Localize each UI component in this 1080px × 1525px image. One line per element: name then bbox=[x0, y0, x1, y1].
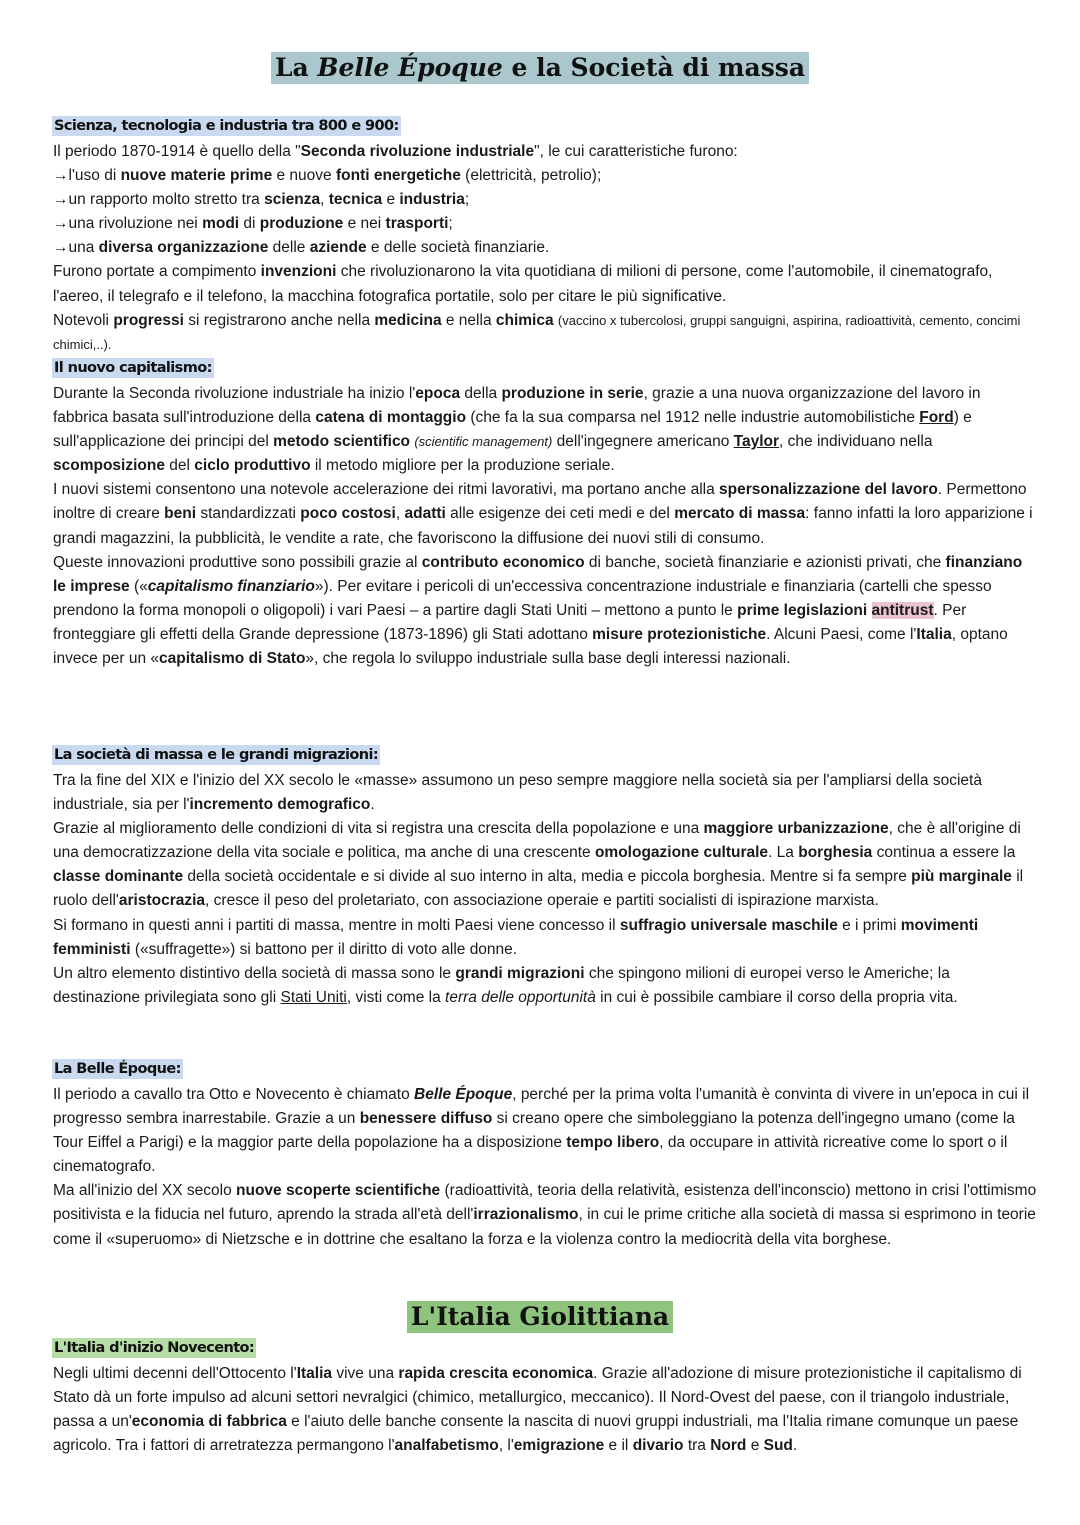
paragraph bbox=[53, 309, 1038, 357]
section-heading-capitalismo: Il nuovo capitalismo: bbox=[54, 360, 212, 376]
text-run: e nei bbox=[343, 215, 386, 233]
text-run: . La bbox=[768, 844, 799, 862]
bullet-item bbox=[53, 236, 1038, 260]
text-run: (scientific management) bbox=[414, 434, 553, 450]
bold-text: borghesia bbox=[798, 844, 873, 862]
bold-text: diversa organizzazione bbox=[98, 239, 269, 257]
text-run: Notevoli bbox=[53, 311, 114, 329]
text-run: standardizzati bbox=[196, 505, 301, 523]
text-run: si creano opere che simboleggiano la potenza dell'ingegno umano (come la Tour Eiffel a Parigi) e la maggior parte della popolazione ha a disposizione bbox=[53, 1110, 1015, 1152]
bold-text: industria bbox=[399, 191, 465, 209]
bold-text: nuove materie prime bbox=[120, 167, 273, 185]
paragraph bbox=[53, 260, 1038, 308]
bold-text: benessere diffuso bbox=[359, 1110, 493, 1128]
text-run: («suffragette») si battono per il diritto di voto alle donne. bbox=[130, 940, 518, 958]
text-run: , che individuano nella bbox=[779, 433, 933, 451]
text-run: Ma all'inizio del XX secolo bbox=[53, 1182, 237, 1200]
text-run: il metodo migliore per la produzione seriale. bbox=[310, 457, 615, 475]
bold-text: capitalismo di Stato bbox=[159, 650, 306, 668]
paragraph bbox=[53, 769, 1038, 817]
text-run: , bbox=[395, 505, 405, 523]
text-run: tra bbox=[683, 1437, 711, 1455]
bold-text: più marginale bbox=[911, 868, 1012, 886]
text-run: →un rapporto molto stretto tra bbox=[53, 191, 265, 209]
bold-text: tempo libero bbox=[566, 1134, 660, 1152]
text-run: Queste innovazioni produttive sono possibili grazie al bbox=[53, 553, 422, 571]
bullet-item bbox=[53, 188, 1038, 212]
text-run: il ruolo dell' bbox=[53, 868, 1024, 910]
bold-text: Seconda rivoluzione industriale bbox=[300, 143, 535, 160]
bold-text: movimenti femministi bbox=[53, 916, 979, 958]
bold-text: omologazione culturale bbox=[594, 844, 769, 862]
text-run: . bbox=[792, 1437, 798, 1455]
text-run: ; bbox=[448, 215, 453, 233]
text-run: di bbox=[239, 215, 260, 233]
text-run: alle esigenze dei ceti medi e del bbox=[445, 505, 675, 523]
paragraph bbox=[53, 140, 1038, 164]
text-run: , visti come la bbox=[346, 988, 446, 1006]
text-run: della bbox=[460, 385, 502, 402]
text-run: , optano invece per un « bbox=[53, 625, 1008, 668]
bold-text: divario bbox=[632, 1437, 684, 1455]
bold-text: prime legislazioni bbox=[737, 601, 868, 619]
text-run: . Alcuni Paesi, come l' bbox=[766, 625, 917, 643]
bold-text: medicina bbox=[374, 311, 442, 329]
paragraph bbox=[53, 1083, 1038, 1179]
text-run: Stati Uniti bbox=[280, 988, 347, 1006]
section-heading-italia: L'Italia d'inizio Novecento: bbox=[54, 1340, 255, 1356]
section-body-societa-di-massa bbox=[53, 769, 1038, 1010]
bold-text: rapida crescita economica bbox=[398, 1365, 594, 1382]
text-run: terra delle opportunità bbox=[445, 988, 596, 1006]
text-run: »). Per evitare i pericoli di un'eccessiva concentrazione industriale e finanziaria (cartelli che spesso prendono la forma monopoli o oligopoli) i vari Paesi – a partire dagli Stati Uniti – mettono a punto le bbox=[53, 577, 992, 619]
text-run: che rivoluzionarono la vita quotidiana di milioni di persone, come l'automobile, il cinematografo, l'aereo, il telegrafo e il telefono, la macchina fotografica portatile, solo per citare le più significative. bbox=[53, 263, 993, 305]
text-run: e l'aiuto delle banche consente la nascita di nuovi gruppi industriali, ma l'Italia rimane comunque un paese agricolo. Tra i fattori di arretratezza permangono l' bbox=[53, 1413, 1019, 1455]
bold-text: Sud bbox=[763, 1437, 793, 1455]
text-run: (« bbox=[129, 577, 148, 595]
text-run: delle bbox=[268, 239, 310, 257]
text-run: e bbox=[382, 191, 400, 209]
bold-text: invenzioni bbox=[260, 263, 337, 281]
text-run: . bbox=[370, 796, 375, 814]
text-run: ) e sull'applicazione dei principi del bbox=[53, 409, 972, 451]
text-run: , bbox=[320, 191, 329, 209]
bullet-item bbox=[53, 164, 1038, 188]
text-run: in cui è possibile cambiare il corso della propria vita. bbox=[595, 988, 958, 1006]
text-run: (vaccino x tubercolosi, gruppi sanguigni, aspirina, radioattività, cemento, concimi chimici,..). bbox=[53, 312, 1021, 352]
bold-text: tecnica bbox=[328, 191, 383, 209]
text-run: e delle società finanziarie. bbox=[366, 239, 550, 257]
text-run: e i primi bbox=[837, 916, 901, 934]
bold-text: aristocrazia bbox=[118, 892, 206, 910]
section-body-scienza bbox=[53, 140, 1038, 357]
text-run: (radioattività, teoria della relatività, esistenza dell'inconscio) mettono in crisi l'ottimismo positivista e la fiducia nel futuro, aprendo la strada all'età dell' bbox=[53, 1182, 1037, 1224]
bullet-item bbox=[53, 212, 1038, 236]
bold-text: finanziano le imprese bbox=[53, 553, 1023, 595]
paragraph bbox=[53, 478, 1038, 550]
text-run: e il bbox=[604, 1437, 633, 1455]
bold-text: Belle Époque bbox=[414, 1086, 513, 1103]
text-run: Furono portate a compimento bbox=[53, 263, 261, 281]
text-run bbox=[867, 602, 871, 619]
paragraph bbox=[53, 817, 1038, 913]
text-run: . Per fronteggiare gli effetti della Grande depressione (1873-1896) gli Stati adottano bbox=[53, 601, 967, 643]
text-run: , perché per la prima volta l'umanità è convinta di vivere in un'epoca in cui il progresso sembra inarrestabile. Grazie a un bbox=[53, 1086, 1030, 1128]
bold-text: Italia bbox=[296, 1365, 333, 1382]
text-run: I nuovi sistemi consentono una notevole accelerazione dei ritmi lavorativi, ma portano anche alla bbox=[53, 481, 720, 499]
section-heading-belle-epoque: La Belle Époque: bbox=[54, 1061, 181, 1077]
text-run: , grazie a una nuova organizzazione del lavoro in fabbrica basata sull'introduzione della bbox=[53, 385, 981, 427]
text-run: Negli ultimi decenni dell'Ottocento l' bbox=[53, 1365, 297, 1382]
bold-text: mercato di massa bbox=[674, 505, 806, 523]
text-run: : fanno infatti la loro apparizione i grandi magazzini, la pubblicità, le vendite a rate, che favoriscono la diffusione dei nuovi stili di consumo. bbox=[53, 505, 1033, 547]
main-title-row bbox=[0, 52, 1080, 84]
paragraph bbox=[53, 1362, 1038, 1458]
text-run: (elettricità, petrolio); bbox=[460, 167, 602, 185]
paragraph bbox=[53, 1179, 1038, 1251]
text-run: si registrarono anche nella bbox=[183, 311, 375, 329]
bold-text: scomposizione bbox=[53, 457, 165, 475]
bold-text: economia di fabbrica bbox=[131, 1413, 287, 1431]
bold-text: beni bbox=[164, 505, 197, 523]
text-run: di banche, società finanziarie e azionisti privati, che bbox=[584, 553, 946, 571]
bold-text: poco costosi bbox=[300, 505, 396, 523]
bold-text: Ford bbox=[919, 409, 954, 427]
bold-text: trasporti bbox=[385, 215, 449, 233]
text-run: →una bbox=[53, 239, 99, 257]
bold-text: chimica bbox=[495, 311, 554, 329]
bold-text: progressi bbox=[113, 311, 184, 329]
bold-text: irrazionalismo bbox=[473, 1206, 579, 1224]
text-run: e nuove bbox=[272, 167, 336, 185]
text-run: Grazie al miglioramento delle condizioni di vita si registra una crescita della popolazione e una bbox=[53, 820, 704, 838]
text-run: », che regola lo sviluppo industriale sulla base degli interessi nazionali. bbox=[305, 650, 791, 668]
bold-text: produzione in serie bbox=[501, 385, 644, 402]
text-run: Il periodo 1870-1914 è quello della " bbox=[53, 143, 301, 160]
text-run: dell'ingegnere americano bbox=[552, 433, 734, 451]
text-run: . Grazie all'adozione di misure protezionistiche il capitalismo di Stato dà un forte impulso ad alcuni settori nevralgici (chimico, metallurgico, meccanico). Il Nord-Ovest del paese, con il triangolo industriale, passa a un' bbox=[53, 1365, 1022, 1431]
bold-text: produzione bbox=[259, 215, 344, 233]
text-run: →l'uso di bbox=[53, 167, 121, 185]
bold-text: capitalismo finanziario bbox=[147, 577, 315, 595]
bold-text: aziende bbox=[309, 239, 367, 257]
text-run: che spingono milioni di europei verso le Americhe; la destinazione privilegiata sono gli bbox=[53, 964, 950, 1006]
bold-text: fonti energetiche bbox=[335, 167, 461, 185]
second-title: L'Italia Giolittiana bbox=[407, 1301, 673, 1333]
bold-text: modi bbox=[202, 215, 240, 233]
bold-text: emigrazione bbox=[513, 1437, 605, 1455]
bold-text: misure protezionistiche bbox=[592, 625, 767, 643]
bold-text: contributo economico bbox=[421, 553, 585, 571]
bold-text: incremento demografico bbox=[189, 796, 371, 814]
text-run: , cresce il peso del proletariato, con associazione operaie e partiti socialisti di ispirazione marxista. bbox=[205, 892, 879, 910]
paragraph bbox=[53, 914, 1038, 962]
text-run: , che è all'origine di una democratizzazione della vita sociale e politica, ma anche di una crescente bbox=[53, 820, 1021, 862]
bold-text: adatti bbox=[404, 505, 446, 523]
text-run: . Permettono inoltre di creare bbox=[53, 481, 1027, 523]
bold-text: grandi migrazioni bbox=[455, 964, 585, 982]
text-run: continua a essere la bbox=[872, 844, 1016, 862]
text-run: e nella bbox=[441, 311, 496, 329]
main-title-part-3: e la Società di massa bbox=[502, 53, 806, 82]
text-run: della società occidentale e si divide al suo interno in alta, media e piccola borghesia. Mentre si fa sempre bbox=[183, 868, 912, 886]
text-run: , in cui le prime critiche alla società di massa si esprimono in teorie come il «superuomo» di Nietzsche e in dottrine che esaltano la forza e la violenza contro la mediocrità della vita borghese. bbox=[53, 1206, 1036, 1248]
text-run: Durante la Seconda rivoluzione industriale ha inizio l' bbox=[53, 385, 416, 402]
bold-text: catena di montaggio bbox=[315, 409, 467, 427]
text-run: e bbox=[746, 1437, 764, 1455]
section-body-italia bbox=[53, 1362, 1038, 1458]
bold-text: metodo scientifico bbox=[273, 433, 411, 451]
text-run: , l' bbox=[498, 1437, 514, 1455]
text-run: Si formano in questi anni i partiti di massa, mentre in molti Paesi viene concesso il bbox=[53, 916, 620, 934]
text-run: Un altro elemento distintivo della società di massa sono le bbox=[53, 964, 456, 982]
main-title bbox=[271, 52, 809, 84]
text-run: del bbox=[164, 457, 195, 475]
section-body-capitalismo bbox=[53, 382, 1038, 671]
highlighted-text: antitrust bbox=[871, 601, 934, 619]
text-run: vive una bbox=[332, 1365, 399, 1382]
text-run: Il periodo a cavallo tra Otto e Novecento è chiamato bbox=[53, 1086, 415, 1103]
section-body-belle-epoque bbox=[53, 1083, 1038, 1252]
bold-text: spersonalizzazione del lavoro bbox=[719, 481, 938, 499]
bold-text: maggiore urbanizzazione bbox=[703, 820, 889, 838]
main-title-part-1: La bbox=[274, 53, 318, 82]
main-title-part-2: Belle Époque bbox=[317, 53, 503, 82]
bold-text: Taylor bbox=[733, 433, 780, 451]
text-run: →una rivoluzione nei bbox=[53, 215, 203, 233]
bold-text: analfabetismo bbox=[394, 1437, 499, 1455]
bold-text: nuove scoperte scientifiche bbox=[236, 1182, 441, 1200]
text-run: Tra la fine del XIX e l'inizio del XX secolo le «masse» assumono un peso sempre maggiore nella società sia per l'ampliarsi della società industriale, sia per l' bbox=[53, 772, 982, 814]
bold-text: ciclo produttivo bbox=[194, 457, 311, 475]
paragraph bbox=[53, 551, 1038, 671]
text-run: ", le cui caratteristiche furono: bbox=[534, 143, 738, 160]
paragraph bbox=[53, 962, 1038, 1010]
text-run: ; bbox=[464, 191, 470, 209]
bold-text: epoca bbox=[415, 385, 461, 402]
text-run: (che fa la sua comparsa nel 1912 nelle industrie automobilistiche bbox=[466, 409, 920, 427]
bold-text: suffragio universale maschile bbox=[619, 916, 838, 934]
bold-text: Italia bbox=[916, 625, 952, 643]
text-run: , da occupare in attività ricreative come lo sport o il cinematografo. bbox=[53, 1134, 1008, 1176]
bold-text: Nord bbox=[710, 1437, 747, 1455]
section-heading-scienza: Scienza, tecnologia e industria tra 800 e 900: bbox=[54, 118, 399, 134]
paragraph bbox=[53, 382, 1038, 478]
bold-text: scienza bbox=[264, 191, 321, 209]
second-title-row bbox=[0, 1301, 1080, 1333]
bold-text: classe dominante bbox=[53, 868, 184, 886]
section-heading-societa-di-massa: La società di massa e le grandi migrazioni: bbox=[54, 747, 379, 763]
